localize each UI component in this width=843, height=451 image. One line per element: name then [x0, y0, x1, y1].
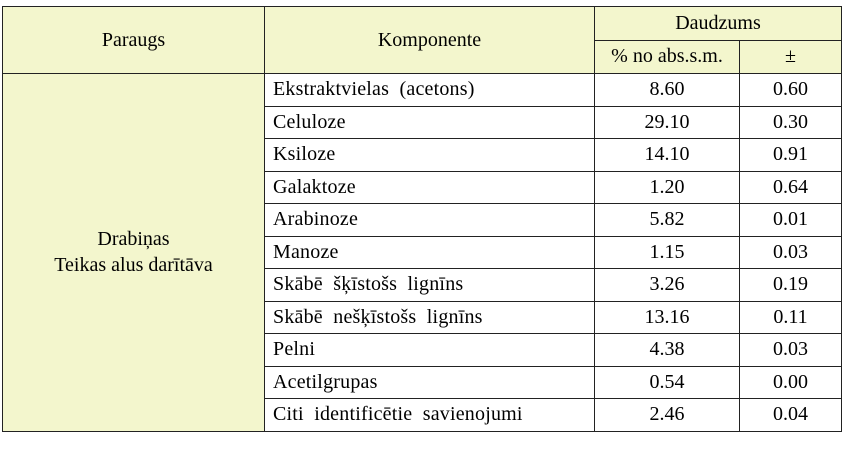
value-cell: 13.16: [595, 301, 740, 334]
value-cell: 2.46: [595, 399, 740, 432]
component-cell: Ksiloze: [265, 139, 595, 172]
component-cell: Acetilgrupas: [265, 366, 595, 399]
component-cell: Skābē šķīstošs lignīns: [265, 269, 595, 302]
error-cell: 0.30: [740, 106, 842, 139]
composition-table: [2, 6, 842, 432]
value-cell: 14.10: [595, 139, 740, 172]
value-cell: 29.10: [595, 106, 740, 139]
sample-source: Teikas alus darītāva: [54, 254, 213, 277]
value-cell: 8.60: [595, 74, 740, 107]
error-cell: 0.04: [740, 399, 842, 432]
value-cell: 1.15: [595, 236, 740, 269]
error-cell: 0.11: [740, 301, 842, 334]
error-cell: 0.03: [740, 236, 842, 269]
component-cell: Arabinoze: [265, 204, 595, 237]
error-cell: 0.64: [740, 171, 842, 204]
component-cell: Ekstraktvielas (acetons): [265, 74, 595, 107]
header-percent: % no abs.s.m.: [595, 40, 740, 74]
component-cell: Skābē nešķīstošs lignīns: [265, 301, 595, 334]
component-cell: Pelni: [265, 334, 595, 367]
error-cell: 0.91: [740, 139, 842, 172]
component-cell: Citi identificētie savienojumi: [265, 399, 595, 432]
table-header: [3, 7, 842, 74]
error-cell: 0.60: [740, 74, 842, 107]
header-plus-minus: ±: [740, 40, 842, 74]
table-body: [3, 74, 842, 432]
sample-name: Drabiņas: [97, 228, 170, 251]
header-component: Komponente: [265, 7, 595, 74]
error-cell: 0.03: [740, 334, 842, 367]
value-cell: 0.54: [595, 366, 740, 399]
component-cell: Galaktoze: [265, 171, 595, 204]
sample-cell: [3, 74, 265, 432]
value-cell: 3.26: [595, 269, 740, 302]
header-sample: Paraugs: [3, 7, 265, 74]
component-cell: Celuloze: [265, 106, 595, 139]
header-amount: Daudzums: [595, 7, 842, 41]
component-cell: Manoze: [265, 236, 595, 269]
error-cell: 0.01: [740, 204, 842, 237]
value-cell: 1.20: [595, 171, 740, 204]
value-cell: 5.82: [595, 204, 740, 237]
error-cell: 0.19: [740, 269, 842, 302]
value-cell: 4.38: [595, 334, 740, 367]
error-cell: 0.00: [740, 366, 842, 399]
table-row: [3, 74, 842, 107]
